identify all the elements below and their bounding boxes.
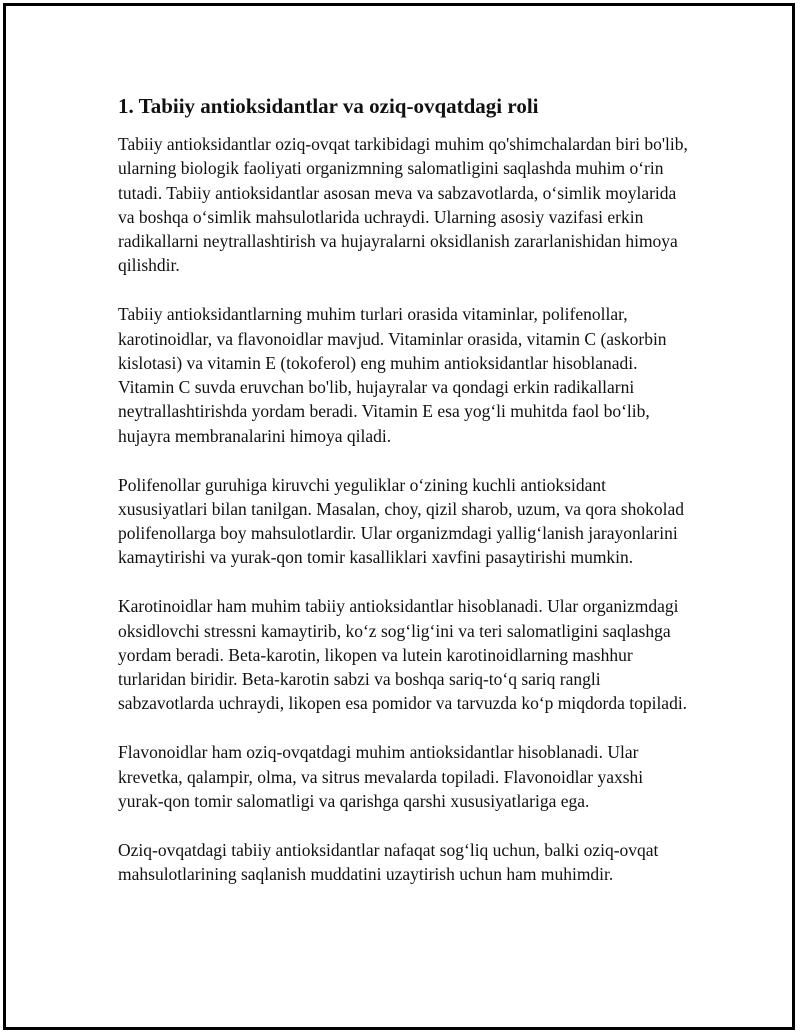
- paragraph-intro: Tabiiy antioksidantlar oziq-ovqat tarkibidagi muhim qo'shimchalardan biri bo'lib, ularning biologik faoliyati organizmning salomatligini saqlashda muhim o‘rin tutadi. Tabiiy antioksidantlar asosan meva va sabzavotlarda, o‘simlik moylarida va boshqa o‘simlik mahsulotlarida uchraydi. Ularning asosiy vazifasi erkin radikallarni neytrallashtirish va hujayralarni oksidlanish zararlanishidan himoya qilishdir.: [118, 134, 688, 276]
- section-heading: 1. Tabiiy antioksidantlar va oziq-ovqatdagi roli: [118, 94, 539, 118]
- paragraph-carotenoids: Karotinoidlar ham muhim tabiiy antioksidantlar hisoblanadi. Ular organizmdagi oksidlovchi stressni kamaytirib, ko‘z sog‘lig‘ini va teri salomatligini saqlashga yordam beradi. Beta-karotin, likopen va lutein karotinoidlarning mashhur turlaridan biridir. Beta-karotin sabzi va boshqa sariq-to‘q sariq rangli sabzavotlarda uchraydi, likopen esa pomidor va tarvuzda ko‘p miqdorda topiladi.: [118, 596, 688, 714]
- paragraph-conclusion: Oziq-ovqatdagi tabiiy antioksidantlar nafaqat sog‘liq uchun, balki oziq-ovqat mahsulotlarining saqlanish muddatini uzaytirish uchun ham muhimdir.: [118, 839, 659, 884]
- paragraph-types: Tabiiy antioksidantlarning muhim turlari orasida vitaminlar, polifenollar, karotinoidlar, va flavonoidlar mavjud. Vitaminlar orasida, vitamin C (askorbin kislotasi) va vitamin E (tokoferol) eng muhim antioksidantlar hisoblanadi. Vitamin C suvda eruvchan bo'lib, hujayralar va qondagi erkin radikallarni neytrallashtirishda yordam beradi. Vitamin E esa yog‘li muhitda faol bo‘lib, hujayra membranalarini himoya qiladi.: [118, 304, 667, 446]
- paragraph-flavonoids: Flavonoidlar ham oziq-ovqatdagi muhim antioksidantlar hisoblanadi. Ular krevetka, qalampir, olma, va sitrus mevalarda topiladi. Flavonoidlar yaxshi yurak-qon tomir salomatligi va qarishga qarshi xususiyatlariga ega.: [118, 742, 644, 811]
- paragraph-polyphenols: Polifenollar guruhiga kiruvchi yeguliklar o‘zining kuchli antioksidant xususiyatlari bilan tanilgan. Masalan, choy, qizil sharob, uzum, va qora shokolad polifenollarga boy mahsulotlardir. Ular organizmdagi yallig‘lanish jarayonlarini kamaytirishi va yurak-qon tomir kasalliklari xavfini pasaytirishi mumkin.: [118, 474, 685, 568]
- document-body: [118, 92, 692, 911]
